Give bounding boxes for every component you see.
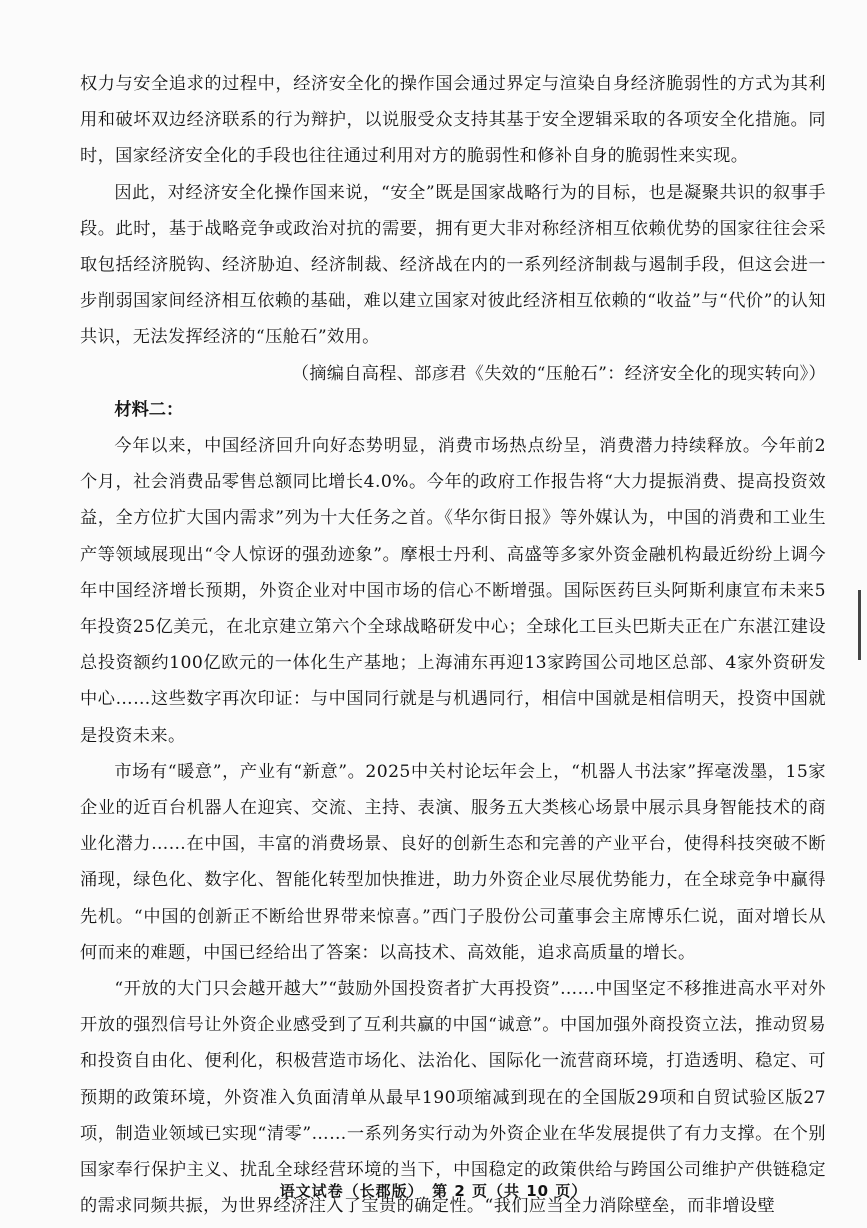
page-body <box>80 66 826 1225</box>
paragraph-security-narrative: 因此，对经济安全化操作国来说，“安全”既是国家战略行为的目标，也是凝聚共识的叙事手段。此时，基于战略竞争或政治对抗的需要，拥有更大非对称经济相互依赖优势的国家往往会采取包括经济脱钩、经济胁迫、经济制裁、经济战在内的一系列经济制裁与遏制手段，但这会进一步削弱国家间经济相互依赖的基础，难以建立国家对彼此经济相互依赖的“收益”与“代价”的认知共识，无法发挥经济的“压舱石”效用。 <box>80 182 826 348</box>
scan-edge-mark <box>858 590 861 660</box>
paragraph-continued: 权力与安全追求的过程中，经济安全化的操作国会通过界定与渲染自身经济脆弱性的方式为其利用和破坏双边经济联系的行为辩护，以说服受众支持其基于安全逻辑采取的各项安全化措施。同时，国家经济安全化的手段也往往通过利用对方的脆弱性和修补自身的脆弱性来实现。 <box>80 74 826 167</box>
paragraph-opening-up: “开放的大门只会越开越大”“鼓励外国投资者扩大再投资”……中国坚定不移推进高水平对外开放的强烈信号让外资企业感受到了互利共赢的中国“诚意”。中国加强外商投资立法，推动贸易和投资自由化、便利化，积极营造市场化、法治化、国际化一流营商环境，打造透明、稳定、可预期的政策环境，外资准入负面清单从最早190项缩减到现在的全国版29项和自贸试验区版27项，制造业领域已实现“清零”……一系列务实行动为外资企业在华发展提供了有力支撑。在个别国家奉行保护主义、扰乱全球经营环境的当下，中国稳定的政策供给与跨国公司维护产供链稳定的需求同频共振，为世界经济注入了宝贵的确定性。“我们应当全力消除壁垒，而非增设壁 <box>80 979 826 1217</box>
source-citation: （摘编自高程、部彦君《失效的“压舱石”：经济安全化的现实转向》） <box>291 363 826 384</box>
material-two-heading: 材料二： <box>114 399 184 420</box>
paragraph-consumption: 今年以来，中国经济回升向好态势明显，消费市场热点纷呈，消费潜力持续释放。今年前2个月，社会消费品零售总额同比增长4.0%。今年的政府工作报告将“大力提振消费、提高投资效益，全方位扩大国内需求”列为十大任务之首。《华尔街日报》等外媒认为，中国的消费和工业生产等领域展现出“令人惊讶的强劲迹象”。摩根士丹利、高盛等多家外资金融机构最近纷纷上调今年中国经济增长预期，外资企业对中国市场的信心不断增强。国际医药巨头阿斯利康宣布未来5年投资25亿美元，在北京建立第六个全球战略研发中心；全球化工巨头巴斯夫正在广东湛江建设总投资额约100亿欧元的一体化生产基地；上海浦东再迎13家跨国公司地区总部、4家外资研发中心……这些数字再次印证：与中国同行就是与机遇同行，相信中国就是相信明天，投资中国就是投资未来。 <box>80 436 826 746</box>
paragraph-innovation: 市场有“暖意”，产业有“新意”。2025中关村论坛年会上，“机器人书法家”挥毫泼墨，15家企业的近百台机器人在迎宾、交流、主持、表演、服务五大类核心场景中展示具身智能技术的商业化潜力……在中国，丰富的消费场景、良好的创新生态和完善的产业平台，使得科技突破不断涌现，绿色化、数字化、智能化转型加快推进，助力外资企业尽展优势能力，在全球竞争中赢得先机。“中国的创新正不断给世界带来惊喜。”西门子股份公司董事会主席博乐仁说，面对增长从何而来的难题，中国已经给出了答案：以高技术、高效能，追求高质量的增长。 <box>80 761 826 963</box>
page-footer: 语文试卷（长郡版） 第 2 页（共 10 页） <box>279 1182 588 1200</box>
